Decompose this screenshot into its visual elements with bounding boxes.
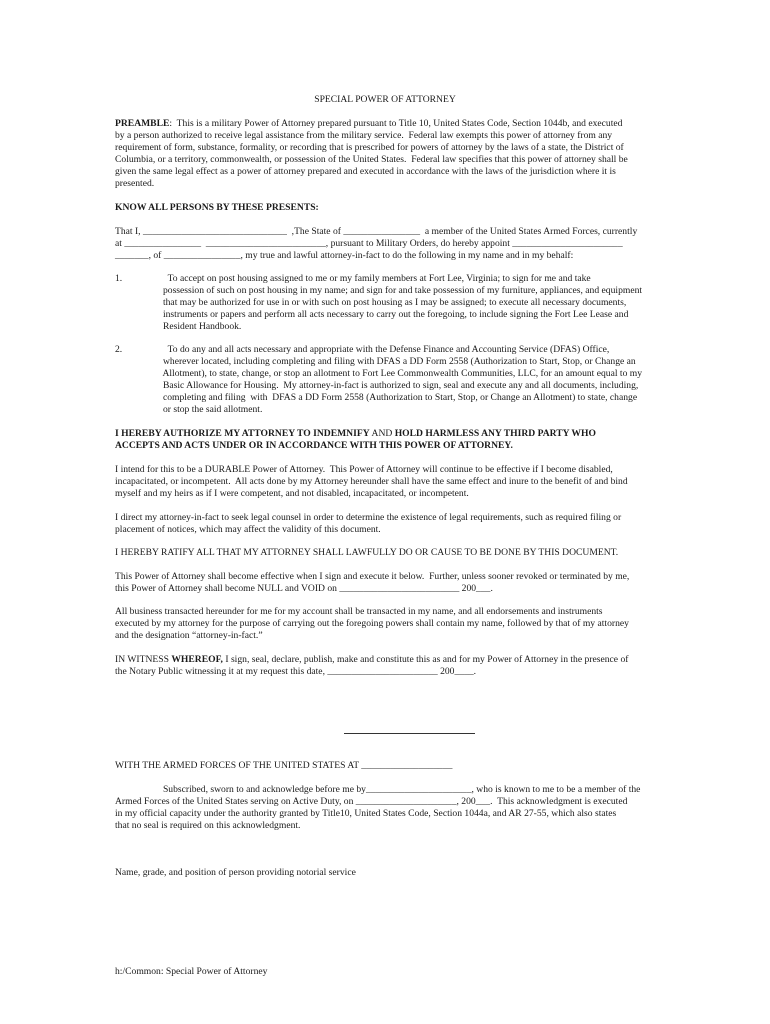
preamble-line: requirement of form, substance, formality, or recording that is prescribed for powers of attorney by the laws of a state, the District of — [115, 142, 624, 153]
item-2-line: Basic Allowance for Housing. My attorney-in-fact is authorized to sign, seal and execute any and all documents, including, — [115, 380, 639, 391]
durable-line: I intend for this to be a DURABLE Power of Attorney. This Power of Attorney will continue to be effective if I become disabled, — [115, 464, 613, 475]
armed-forces-line: WITH THE ARMED FORCES OF THE UNITED STATES AT ___________________ — [115, 760, 453, 771]
notary-line: Armed Forces of the United States serving on Active Duty, on _____________________, 200___. This acknowledgment is executed — [115, 796, 628, 807]
counsel-line: placement of notices, which may affect the validity of this document. — [115, 524, 381, 535]
preamble-line: PREAMBLE: This is a military Power of Attorney prepared pursuant to Title 10, United States Code, Section 1044b, and executed — [115, 118, 623, 129]
item-2-line: Allotment), to state, change, or stop an allotment to Fort Lee Commonwealth Communities, LLC, for an amount equal to my — [115, 368, 643, 379]
preamble-line: by a person authorized to receive legal assistance from the military service. Federal law exempts this power of attorney from any — [115, 130, 613, 141]
effective-line: this Power of Attorney shall become NULL and VOID on _________________________ 200___. — [115, 583, 493, 594]
durable-line: incapacitated, or incompetent. All acts done by my Attorney hereunder shall have the same effect and inure to the benefit of and bind — [115, 476, 628, 487]
notary-name-label: Name, grade, and position of person providing notorial service — [115, 867, 356, 878]
witness-line: IN WITNESS WHEREOF, I sign, seal, declare, publish, make and constitute this as and for my Power of Attorney in the presence of — [115, 654, 629, 665]
item-2-line: wherever located, including completing and filing with DFAS a DD Form 2558 (Authorization to Start, Stop, or Change an — [115, 356, 636, 367]
principal-line: _______, of ________________, my true and lawful attorney-in-fact to do the following in my name and in my behalf: — [115, 250, 574, 261]
item-1-line: 1. To accept on post housing assigned to me or my family members at Fort Lee, Virginia; to sign for me and take — [115, 273, 591, 284]
notary-line: in my official capacity under the authority granted by Title10, United States Code, Section 1044a, and AR 27-55, which also states — [115, 808, 617, 819]
item-1-line: instruments or papers and perform all acts necessary to carry out the foregoing, to include signing the Fort Lee Lease and — [115, 309, 629, 320]
item-1-line: that may be authorized for use in or with such on post housing as I may be assigned; to execute all necessary documents, — [115, 297, 627, 308]
document-title: SPECIAL POWER OF ATTORNEY — [314, 94, 456, 105]
principal-line: at ________________ _________________________, pursuant to Military Orders, do hereby appoint _______________________ — [115, 238, 623, 249]
know-all-heading: KNOW ALL PERSONS BY THESE PRESENTS: — [115, 202, 319, 213]
counsel-line: I direct my attorney-in-fact to seek legal counsel in order to determine the existence of legal requirements, such as required filing or — [115, 512, 622, 523]
preamble-heading: PREAMBLE — [115, 118, 170, 129]
item-1-line: Resident Handbook. — [115, 321, 242, 332]
item-2-line: 2. To do any and all acts necessary and appropriate with the Defense Finance and Accounting Service (DFAS) Office, — [115, 344, 610, 355]
witness-line: the Notary Public witnessing it at my request this date, _______________________ 200____. — [115, 666, 477, 677]
notary-line: Subscribed, sworn to and acknowledge before me by______________________, who is known to me to be a member of the — [115, 784, 641, 795]
item-1-line: possession of such on post housing in my name; and sign for and take possession of my furniture, appliances, and equipment — [115, 285, 643, 296]
preamble-line: presented. — [115, 178, 155, 189]
item-2-line: or stop the said allotment. — [115, 404, 263, 415]
durable-line: myself and my heirs as if I were competent, and not disabled, incapacitated, or incompetent. — [115, 488, 469, 499]
footer-path: h:/Common: Special Power of Attorney — [115, 966, 268, 977]
transactions-line: executed by my attorney for the purpose of carrying out the foregoing powers shall contain my name, followed by that of my attorney — [115, 618, 629, 629]
indemnify-line: ACCEPTS AND ACTS UNDER OR IN ACCORDANCE WITH THIS POWER OF ATTORNEY. — [115, 440, 513, 451]
ratify-line: I HEREBY RATIFY ALL THAT MY ATTORNEY SHALL LAWFULLY DO OR CAUSE TO BE DONE BY THIS DOCUMENT. — [115, 547, 619, 558]
indemnify-line: I HEREBY AUTHORIZE MY ATTORNEY TO INDEMNIFY AND HOLD HARMLESS ANY THIRD PARTY WHO — [115, 428, 596, 439]
preamble-line: Columbia, or a territory, commonwealth, or possession of the United States. Federal law specifies that this power of attorney shall be — [115, 154, 628, 165]
effective-line: This Power of Attorney shall become effective when I sign and execute it below. Further, unless sooner revoked or terminated by me, — [115, 571, 630, 582]
transactions-line: All business transacted hereunder for me for my account shall be transacted in my name, and all endorsements and instruments — [115, 606, 603, 617]
transactions-line: and the designation “attorney-in-fact.” — [115, 630, 263, 641]
preamble-line: given the same legal effect as a power of attorney prepared and executed in accordance with the laws of the jurisdiction where it is — [115, 166, 616, 177]
notary-line: that no seal is required on this acknowledgment. — [115, 820, 301, 831]
item-2-line: completing and filing with DFAS a DD Form 2558 (Authorization to Start, Stop, or Change an Allotment) to state, change — [115, 392, 638, 403]
principal-signature-line — [344, 733, 475, 734]
principal-line: That I, ______________________________ ,The State of ________________ a member of the United States Armed Forces, currently — [115, 226, 638, 237]
